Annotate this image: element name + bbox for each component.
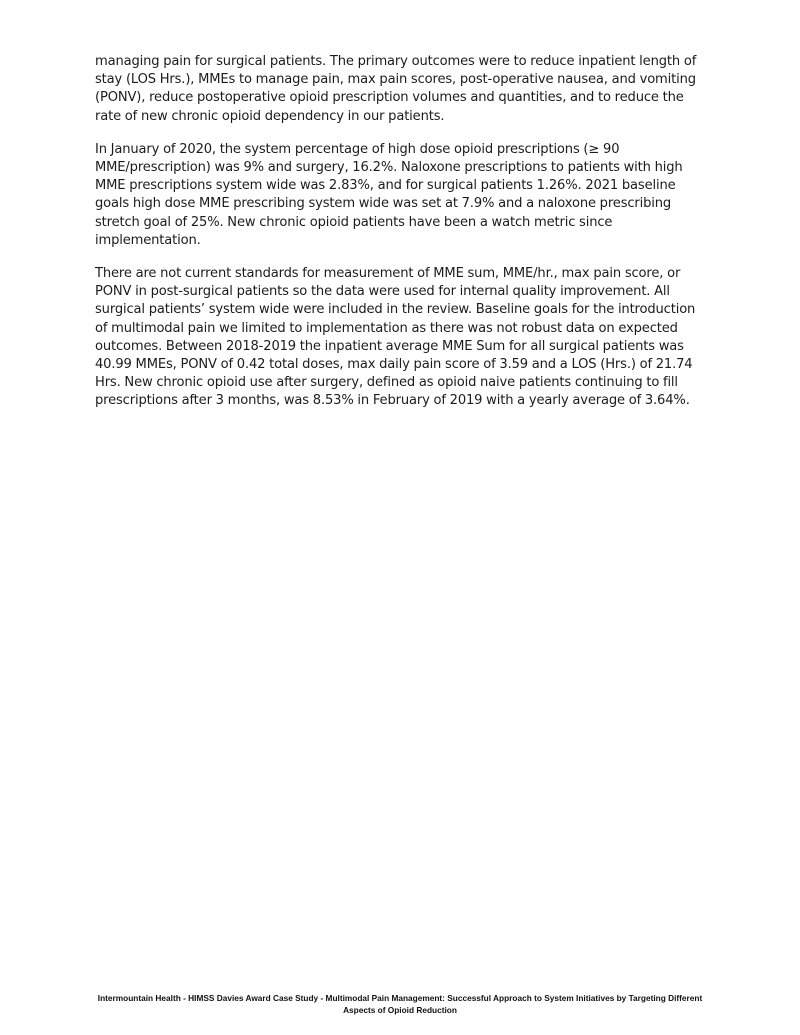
paragraph-outcomes: managing pain for surgical patients. The primary outcomes were to reduce inpatient length of stay (LOS Hrs.), MMEs to manage pain, max pain scores, post-operative nausea, and vomiting (PONV), reduce postoperative opioid prescription volumes and quantities, and to reduce the rate of new chronic opioid dependency in our patients. (95, 54, 697, 124)
paragraph-baseline-prescribing: In January of 2020, the system percentage of high dose opioid prescriptions (≥ 90 MME/prescription) was 9% and surgery, 16.2%. Naloxone prescriptions to patients with high MME prescriptions system wide was 2.83%, and for surgical patients 1.26%. 2021 baseline goals high dose MME prescribing system wide was set at 7.9% and a naloxone prescribing stretch goal of 25%. New chronic opioid patients have been a watch metric since implementation. (95, 141, 683, 248)
page-footer: Intermountain Health - HIMSS Davies Award Case Study - Multimodal Pain Management: Successful Approach to System Initiatives by Targeting Different Aspects of Opioid Reduction (97, 993, 703, 1015)
paragraph-measurement-standards: There are not current standards for measurement of MME sum, MME/hr., max pain score, or PONV in post-surgical patients so the data were used for internal quality improvement. All surgical patients’ system wide were included in the review. Baseline goals for the introduction of multimodal pain we limited to implementation as there was not robust data on expected outcomes. Between 2018-2019 the inpatient average MME Sum for all surgical patients was 40.99 MMEs, PONV of 0.42 total doses, max daily pain score of 3.59 and a LOS (Hrs.) of 21.74 Hrs. New chronic opioid use after surgery, defined as opioid naive patients continuing to fill prescriptions after 3 months, was 8.53% in February of 2019 with a yearly average of 3.64%. (95, 266, 696, 409)
document-body (95, 53, 710, 426)
